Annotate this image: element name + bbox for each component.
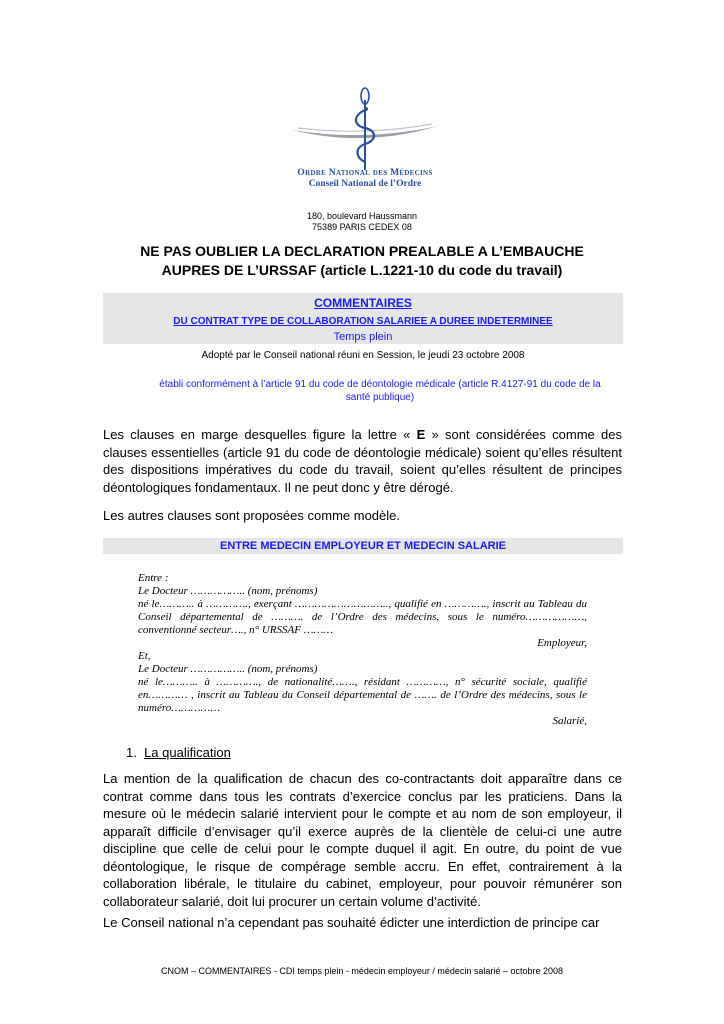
address-line2: 75389 PARIS CEDEX 08 xyxy=(312,222,412,232)
legal-basis-note: établi conformément à l’article 91 du code de déontologie médicale (article R.4127-91 du code de la santé publique) xyxy=(159,379,601,403)
section1-number: 1. xyxy=(126,745,137,760)
employee-label: Salarié, xyxy=(552,715,587,727)
contract-parties-block xyxy=(138,572,587,728)
intro-paragraph xyxy=(103,426,622,496)
et-label: Et, xyxy=(138,650,151,662)
employer-details: né le……….. à …………., exerçant ……………………….., qualifié en …………., inscrit au Tableau du Conseil départemental de ………. de l’Ordre des médecins, sous le numéro………………, conventionné secteur…., n° URSSAF ……… xyxy=(138,598,587,636)
caduceus-icon xyxy=(280,82,450,172)
commentaires-title: COMMENTAIRES xyxy=(314,296,412,310)
address-line1: 180, boulevard Haussmann xyxy=(306,211,418,221)
employee-name: Le Docteur …………….. (nom, prénoms) xyxy=(138,663,318,675)
adoption-statement: Adopté par le Conseil national réuni en Session, le jeudi 23 octobre 2008 xyxy=(201,350,525,361)
org-name-line2: Conseil National de l’Ordre xyxy=(308,179,422,189)
intro-text-after: » sont considérées comme des clauses essentielles (article 91 du code de déontologie médicale) soient qu’elles résultent des dispositions impératives du code du travail, soient qu’elles résultent de principes déontologiques fondamentaux. Il ne peut donc y être dérogé. xyxy=(103,427,623,495)
temps-plein-label: Temps plein xyxy=(333,331,393,343)
qualification-paragraph: La mention de la qualification de chacun des co-contractants doit apparaître dans ce contrat comme dans tous les contrats d’exercice conclus par les praticiens. Dans la mesure où le médecin salarié intervient pour le compte et au nom de son employeur, il apparaît difficile d’envisager qu’il exerce auprès de la clientèle de celui-ci une autre discipline que celle de celui pour le compte duquel il agit. En outre, du point de vue déontologique, le risque de compérage semble accru. En effet, contrairement à la collaboration libérale, le titulaire du cabinet, employeur, pour pouvoir rémunérer son collaborateur salarié, doit lui procurer un certain volume d’activité. xyxy=(103,771,622,909)
headline-line1: NE PAS OUBLIER LA DECLARATION PREALABLE A L’EMBAUCHE xyxy=(140,243,584,259)
intro-text-before: Les clauses en marge desquelles figure la lettre « xyxy=(103,427,417,442)
contract-type-subtitle: DU CONTRAT TYPE DE COLLABORATION SALARIEE A DUREE INDETERMINEE xyxy=(173,316,553,327)
headline-line2: AUPRES DE L’URSSAF (article L.1221-10 du code du travail) xyxy=(161,262,563,278)
conseil-paragraph: Le Conseil national n’a cependant pas souhaité édicter une interdiction de principe car xyxy=(103,915,600,930)
parties-section-title: ENTRE MEDECIN EMPLOYEUR ET MEDECIN SALARIE xyxy=(219,540,507,552)
section1-title: La qualification xyxy=(144,745,231,760)
page-footer: CNOM – COMMENTAIRES - CDI temps plein - médecin employeur / médecin salarié – octobre 2008 xyxy=(161,966,563,976)
org-name-line1: Ordre National des Médecins xyxy=(297,168,433,178)
section1-heading xyxy=(126,745,231,760)
essential-letter: E xyxy=(416,427,426,442)
entre-label: Entre : xyxy=(138,572,169,584)
employer-name: Le Docteur …………….. (nom, prénoms) xyxy=(138,585,318,597)
employee-details: né le……….. à …………., de nationalité……., résidant …………, n° sécurité sociale, qualifié en………… , inscrit au Tableau du Conseil départemental de ……. de l’Ordre des médecins, sous le numéro…………… xyxy=(138,676,587,714)
employer-label: Employeur, xyxy=(537,637,587,649)
models-paragraph: Les autres clauses sont proposées comme modèle. xyxy=(103,508,400,523)
